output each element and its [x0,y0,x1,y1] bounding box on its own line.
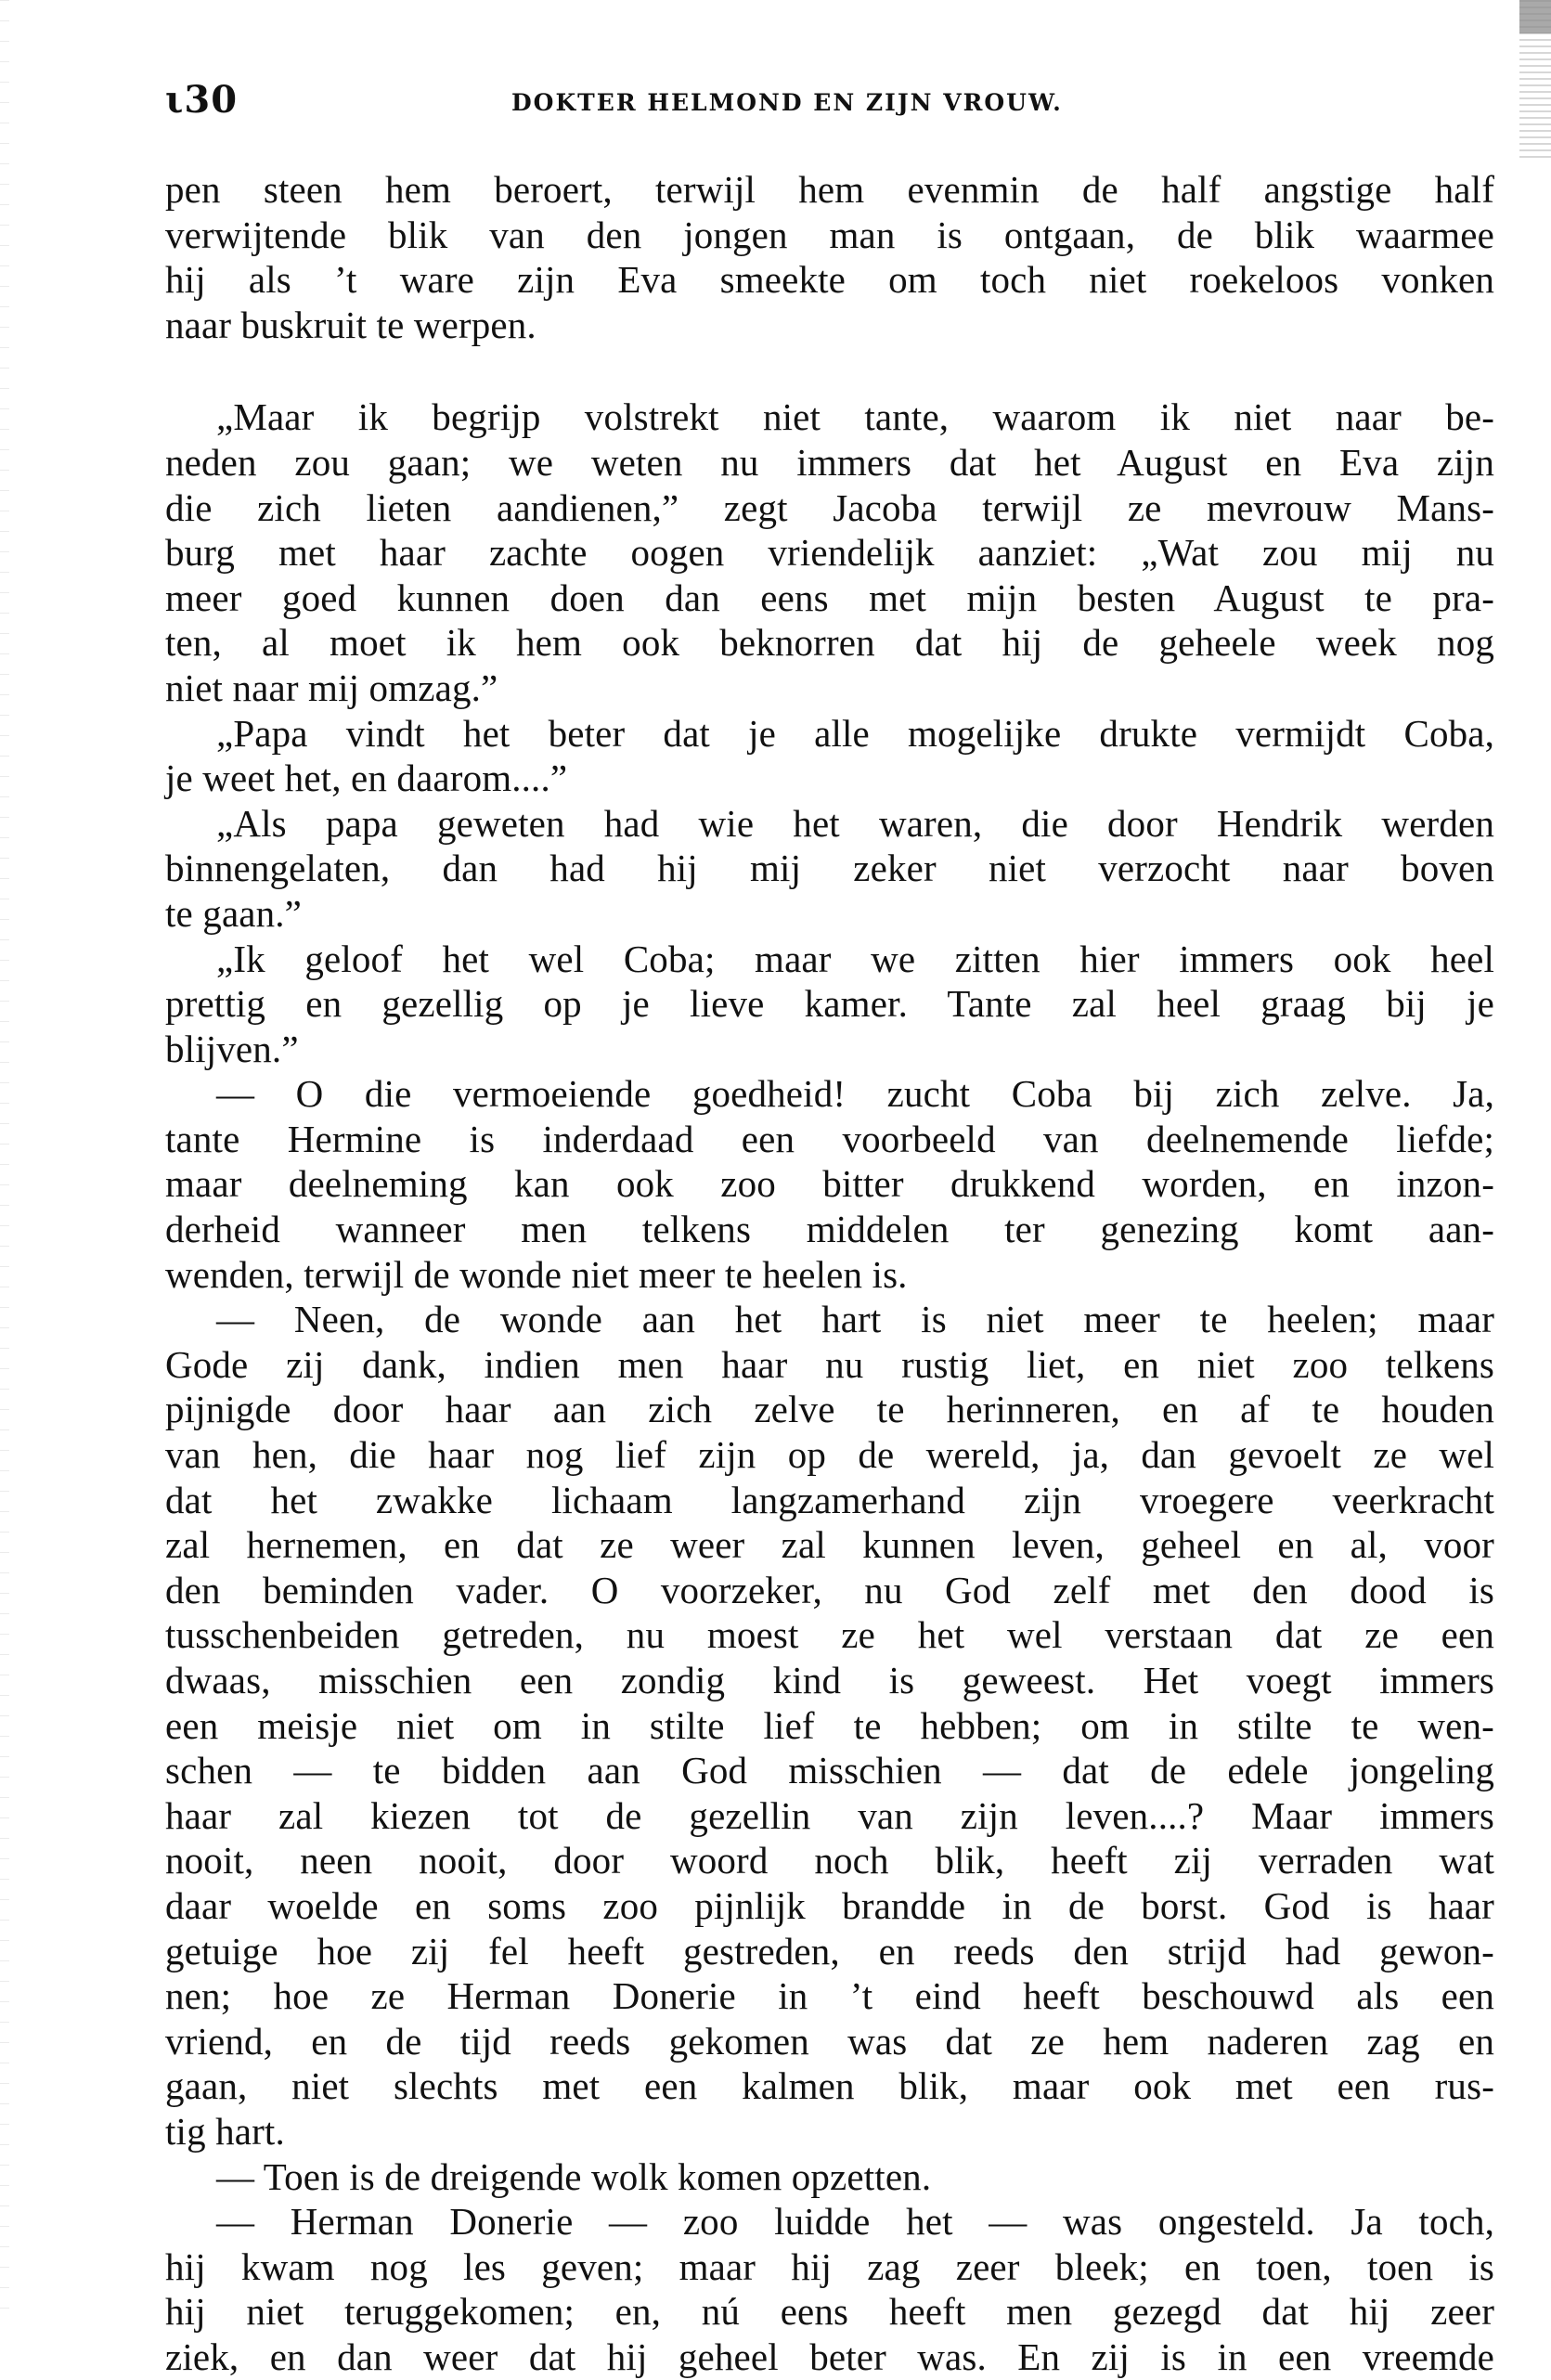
text-line: „Ik geloof het wel Coba; maar we zitten hier immers ook heel [216,937,1494,980]
text-line: die zich lieten aandienen,” zegt Jacoba terwijl ze mevrouw Mans- [165,485,1494,529]
page-number: ι30 [165,78,239,122]
text-line: ziek, en dan weer dat hij geheel beter was. En zij is in een vreemde [165,2335,1494,2378]
text-line: Gode zij dank, indien men haar nu rustig liet, en niet zoo telkens [165,1342,1494,1386]
text-line: daar woelde en soms zoo pijnlijk brandde in de borst. God is haar [165,1883,1494,1927]
text-line: pijnigde door haar aan zich zelve te herinneren, en af te houden [165,1388,1494,1431]
text-line: pen steen hem beroert, terwijl hem evenmin de half angstige half [165,168,1494,211]
text-line: meer goed kunnen doen dan eens met mijn besten August te pra- [165,576,1494,619]
text-line: naar buskruit te werpen. [165,303,536,346]
text-line: burg met haar zachte oogen vriendelijk aanziet: „Wat zou mij nu [165,531,1494,575]
text-line: dwaas, misschien een zondig kind is geweest. Het voegt immers [165,1659,1494,1701]
text-line: haar zal kiezen tot de gezellin van zijn leven....? Maar immers [165,1793,1494,1837]
text-line: niet naar mij omzag.” [165,666,498,709]
text-line: tig hart. [165,2109,285,2153]
text-line: schen — te bidden aan God misschien — dat de edele jongeling [165,1749,1494,1792]
text-line: — Herman Donerie — zoo luidde het — was ongesteld. Ja toch, [216,2200,1494,2244]
text-line: je weet het, en daarom....” [165,757,568,800]
text-line: tusschenbeiden getreden, nu moest ze het wel verstaan dat ze een [165,1613,1494,1657]
text-line: hij niet teruggekomen; en, nú eens heeft men gezegd dat hij zeer [165,2290,1494,2334]
running-title: DOKTER HELMOND EN ZIJN VROUW. [511,89,1063,116]
text-line: „Papa vindt het beter dat je alle mogelijke drukte vermijdt Coba, [216,711,1494,755]
body-text [165,167,1494,2380]
text-line: den beminden vader. O voorzeker, nu God zelf met den dood is [165,1568,1494,1611]
text-line: ten, al moet ik hem ook beknorren dat hij de geheele week nog [165,621,1494,665]
text-line: hij als ’t ware zijn Eva smeekte om toch niet roekeloos vonken [165,258,1494,302]
text-line: een meisje niet om in stilte lief te hebben; om in stilte te wen- [165,1703,1494,1747]
text-line: hij kwam nog les geven; maar hij zag zeer bleek; en toen, toen is [165,2244,1494,2288]
text-line: tante Hermine is inderdaad een voorbeeld van deelnemende liefde; [165,1117,1494,1160]
text-line: maar deelneming kan ook zoo bitter drukkend worden, en inzon- [165,1162,1494,1206]
text-line: derheid wanneer men telkens middelen ter genezing komt aan- [165,1208,1494,1251]
text-line: verwijtende blik van den jongen man is ontgaan, de blik waarmee [165,213,1494,256]
page-edge-mark [1519,0,1551,158]
text-line: — Neen, de wonde aan het hart is niet meer te heelen; maar [216,1298,1494,1341]
text-line: prettig en gezellig op je lieve kamer. Tante zal heel graag bij je [165,982,1494,1026]
text-line: dat het zwakke lichaam langzamerhand zijn vroegere veerkracht [165,1478,1494,1521]
text-line: nen; hoe ze Herman Donerie in ’t eind heeft beschouwd als een [165,1974,1494,2018]
text-line: te gaan.” [165,891,303,935]
text-line: — Toen is de dreigende wolk komen opzetten. [216,2154,932,2198]
paragraph-gap [165,347,1494,395]
text-line: „Als papa geweten had wie het waren, die door Hendrik werden [216,801,1494,845]
text-line: zal hernemen, en dat ze weer zal kunnen leven, geheel en al, voor [165,1523,1494,1567]
text-line: gaan, niet slechts met een kalmen blik, maar ook met een rus- [165,2064,1494,2108]
text-line: van hen, die haar nog lief zijn op de wereld, ja, dan gevoelt ze wel [165,1433,1494,1477]
text-line: wenden, terwijl de wonde niet meer te heelen is. [165,1252,908,1296]
text-line: nooit, neen nooit, door woord noch blik, heeft zij verraden wat [165,1839,1494,1882]
running-head [165,78,1493,134]
text-line: getuige hoe zij fel heeft gestreden, en reeds den strijd had gewon- [165,1929,1494,1973]
page-edge-shadow [0,0,9,2328]
text-line: binnengelaten, dan had hij mij zeker niet verzocht naar boven [165,847,1494,890]
text-line: „Maar ik begrijp volstrekt niet tante, waarom ik niet naar be- [216,395,1494,439]
text-line: vriend, en de tijd reeds gekomen was dat ze hem naderen zag en [165,2019,1494,2063]
text-line: — O die vermoeiende goedheid! zucht Coba bij zich zelve. Ja, [216,1072,1494,1116]
text-line: neden zou gaan; we weten nu immers dat het August en Eva zijn [165,440,1494,484]
text-line: blijven.” [165,1027,299,1070]
